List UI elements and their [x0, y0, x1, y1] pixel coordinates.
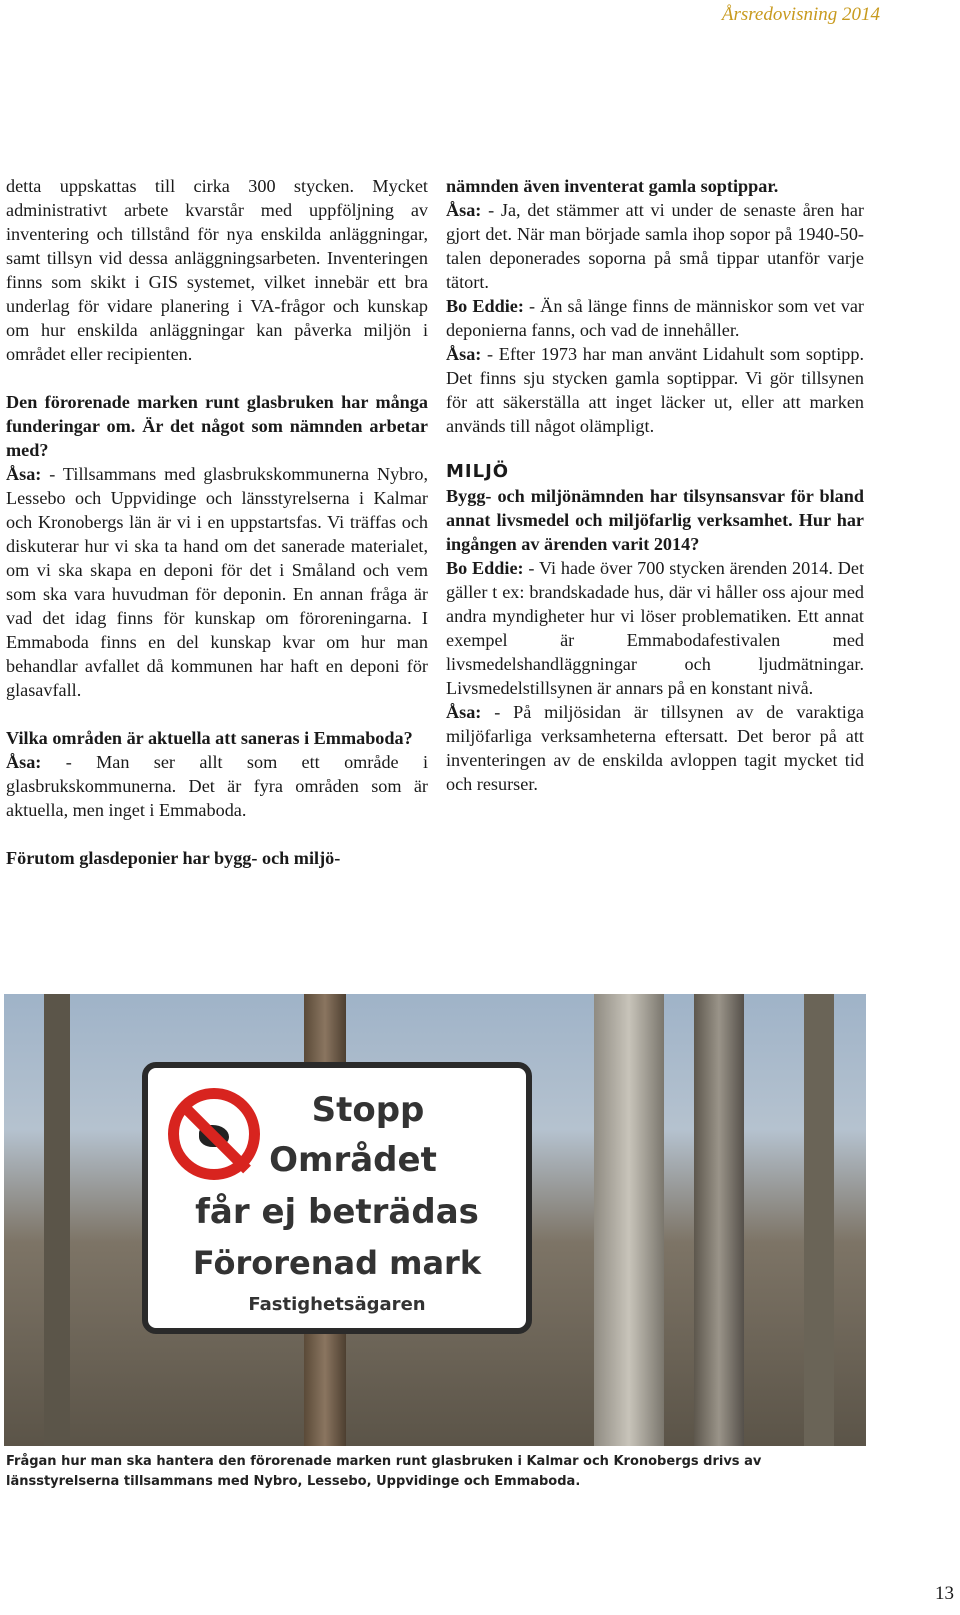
right-column — [446, 174, 864, 796]
answer-text: - Ja, det stämmer att vi under de senaste åren har gjort det. När man började samla ihop sopor på 1940-50-talen deponerades soporna på små tippar utanför varje tätort. — [446, 200, 864, 292]
sign-text-line: Fastighetsägaren — [248, 1294, 426, 1315]
speaker-label: Bo Eddie: — [446, 558, 524, 578]
speaker-label: Åsa: — [446, 702, 482, 722]
answer-text: - Tillsammans med glasbrukskommunerna Nybro, Lessebo och Uppvidinge och länsstyrelserna i Kalmar och Kronobergs län är vi i en uppstartsfas. Vi träffas och diskuterar hur vi ska ta hand om det sanerade materialet, om vi ska skapa en deponi för det i Småland och vem som ska vara huvudman för deponin. En annan fråga är vad det idag finns för kunskap om föroreningarna. I Emmaboda finns en del kunskap kvar om hur man behandlar avfallet då kommunen har haft en deponi för glasavfall. — [6, 464, 428, 700]
sign-text-line: får ej beträdas — [195, 1192, 479, 1232]
tree-trunk — [594, 994, 664, 1446]
answer-landfills-asa-2 — [446, 342, 864, 438]
warning-sign-photo — [4, 994, 866, 1446]
answer-cases-boeddie — [446, 556, 864, 700]
answer-text: - Vi hade över 700 stycken ärenden 2014. Det gäller t ex: brandskadade hus, där vi håller oss ajour med andra myndigheter hur vi löser problematiken. Ett annat exempel är Emmabodafestivalen med livsmedelshandläggningar och ljudmätningar. Livsmedelstillsynen är annars på en konstant nivå. — [446, 558, 864, 698]
tree-trunk — [804, 994, 834, 1446]
speaker-label: Åsa: — [446, 200, 482, 220]
answer-areas — [6, 750, 428, 822]
sign-text-line: Förorenad mark — [192, 1244, 482, 1282]
question-cases: Bygg- och miljönämnden har tilsynsansvar för bland annat livsmedel och miljöfarlig verksamhet. Hur har ingången av ärenden varit 2014? — [446, 486, 864, 554]
question-contaminated-land: Den förorenade marken runt glasbruken har många funderingar om. Är det något som nämnden arbetar med? — [6, 392, 428, 460]
page-number: 13 — [935, 1583, 954, 1604]
speaker-label: Åsa: — [6, 464, 42, 484]
warning-sign — [142, 1062, 532, 1334]
answer-text: - På miljösidan är tillsynen av de varaktiga miljöfarliga verksamheterna eftersatt. Det beror på att inventeringen av de enskilda avloppen tagit mycket tid och resurser. — [446, 702, 864, 794]
speaker-label: Åsa: — [446, 344, 482, 364]
speaker-label: Åsa: — [6, 752, 42, 772]
speaker-label: Bo Eddie: — [446, 296, 524, 316]
answer-text: - Än så länge finns de människor som vet var deponierna fanns, och vad de innehåller. — [446, 296, 864, 340]
answer-cases-asa — [446, 700, 864, 796]
answer-landfills-asa — [446, 198, 864, 294]
answer-contaminated-land — [6, 462, 428, 702]
sign-text-line: Området — [269, 1140, 437, 1180]
left-column — [6, 174, 428, 870]
running-header: Årsredovisning 2014 — [721, 4, 880, 25]
answer-landfills-boeddie — [446, 294, 864, 342]
tree-trunk — [44, 994, 70, 1446]
question-landfills-start: Förutom glasdeponier har bygg- och miljö- — [6, 848, 341, 868]
photo-caption: Frågan hur man ska hantera den förorenade marken runt glasbruken i Kalmar och Kronobergs drivs av länsstyrelserna tillsammans med Nybro, Lessebo, Uppvidinge och Emmaboda. — [6, 1454, 762, 1489]
answer-text: - Man ser allt som ett område i glasbrukskommunerna. Det är fyra områden som är aktuella, men inget i Emmaboda. — [6, 752, 428, 820]
sign-text-line: Stopp — [311, 1090, 425, 1130]
tree-trunk — [694, 994, 744, 1446]
question-landfills-end: nämnden även inventerat gamla soptippar. — [446, 176, 779, 196]
answer-text: - Efter 1973 har man använt Lidahult som soptipp. Det finns sju stycken gamla soptippar. Vi gör tillsynen för att säkerställa att inget läcker ut, eller att marken används till något olämpligt. — [446, 344, 864, 436]
question-areas: Vilka områden är aktuella att saneras i Emmaboda? — [6, 728, 413, 748]
intro-paragraph: detta uppskattas till cirka 300 stycken. Mycket administrativt arbete kvarstår med uppföljning av inventering och tillstånd för nya enskilda anläggningar, samt tillsyn vid dessa anläggningsarbeten. Inventeringen finns som skikt i GIS systemet, vilket innebär ett bra underlag för vidare planering i VA-frågor och kunskap om hur enskilda anläggningar kan påverka miljön i området eller recipienten. — [6, 176, 428, 364]
section-heading-miljo: MILJÖ — [446, 461, 510, 482]
